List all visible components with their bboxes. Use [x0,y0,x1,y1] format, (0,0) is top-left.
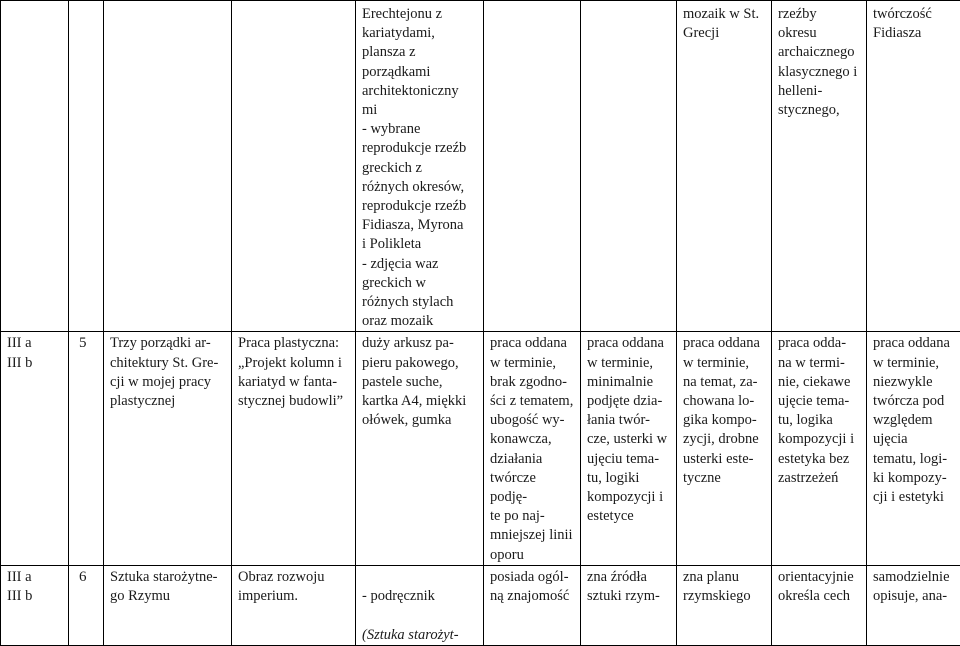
grade-1-cell: praca oddana w terminie, brak zgodno- ści z tematem, ubogość wy- konawcza, działania twórcze podję- te po naj- mniejszej linii oporu [484,332,581,565]
grade-3-cell: mozaik w St. Grecji [677,1,772,332]
task-cell [232,1,356,332]
grade-4-cell: rzeźby okresu archaicznego klasycznego i helleni- stycznego, [772,1,867,332]
materials-line-1: - podręcznik [362,588,435,604]
topic-cell [104,1,232,332]
grade-2-cell: praca oddana w terminie, minimalnie podjęte dzia- łania twór- cze, usterki w ujęciu tema- tu, logiki kompozycji i estetyce [581,332,677,565]
task-cell: Praca plastyczna: „Projekt kolumn i kariatyd w fanta- stycznej budowli” [232,332,356,565]
grade-3-cell: zna planu rzymskiego [677,565,772,645]
grade-4-cell: praca odda- na w termi- nie, ciekawe ujęcie tema- tu, logika kompozycji i estetyka bez zastrzeżeń [772,332,867,565]
class-cell [1,1,69,332]
number-cell: 6 [69,565,104,645]
grade-2-cell: zna źródła sztuki rzym- [581,565,677,645]
class-cell: III a III b [1,565,69,645]
grade-4-cell: orientacyjnie określa cech [772,565,867,645]
topic-cell: Sztuka starożytne- go Rzymu [104,565,232,645]
materials-cell [356,565,484,645]
grade-5-cell: samodzielnie opisuje, ana- [867,565,960,645]
grade-1-cell [484,1,581,332]
grade-1-cell: posiada ogól- ną znajomość [484,565,581,645]
table-row [1,565,960,645]
grade-2-cell [581,1,677,332]
materials-cell: Erechtejonu z kariatydami, plansza z porządkami architektoniczny mi - wybrane reprodukcje rzeźb greckich z różnych okresów, reprodukcje rzeźb Fidiasza, Myrona i Polikleta - zdjęcia waz greckich w różnych stylach oraz mozaik [356,1,484,332]
grade-3-cell: praca oddana w terminie, na temat, za- chowana lo- gika kompo- zycji, drobne usterki este- tyczne [677,332,772,565]
number-cell [69,1,104,332]
materials-line-2: (Sztuka starożyt- [362,627,459,643]
topic-cell: Trzy porządki ar- chitektury St. Gre- cji w mojej pracy plastycznej [104,332,232,565]
table-row [1,1,960,332]
materials-cell: duży arkusz pa- pieru pakowego, pastele suche, kartka A4, miękki ołówek, gumka [356,332,484,565]
number-cell: 5 [69,332,104,565]
grade-5-cell: praca oddana w terminie, niezwykle twórcza pod względem ujęcia tematu, logi- ki kompozy- cji i estetyki [867,332,960,565]
table-row [1,332,960,565]
task-cell: Obraz rozwoju imperium. [232,565,356,645]
grade-5-cell: twórczość Fidiasza [867,1,960,332]
class-cell: III a III b [1,332,69,565]
